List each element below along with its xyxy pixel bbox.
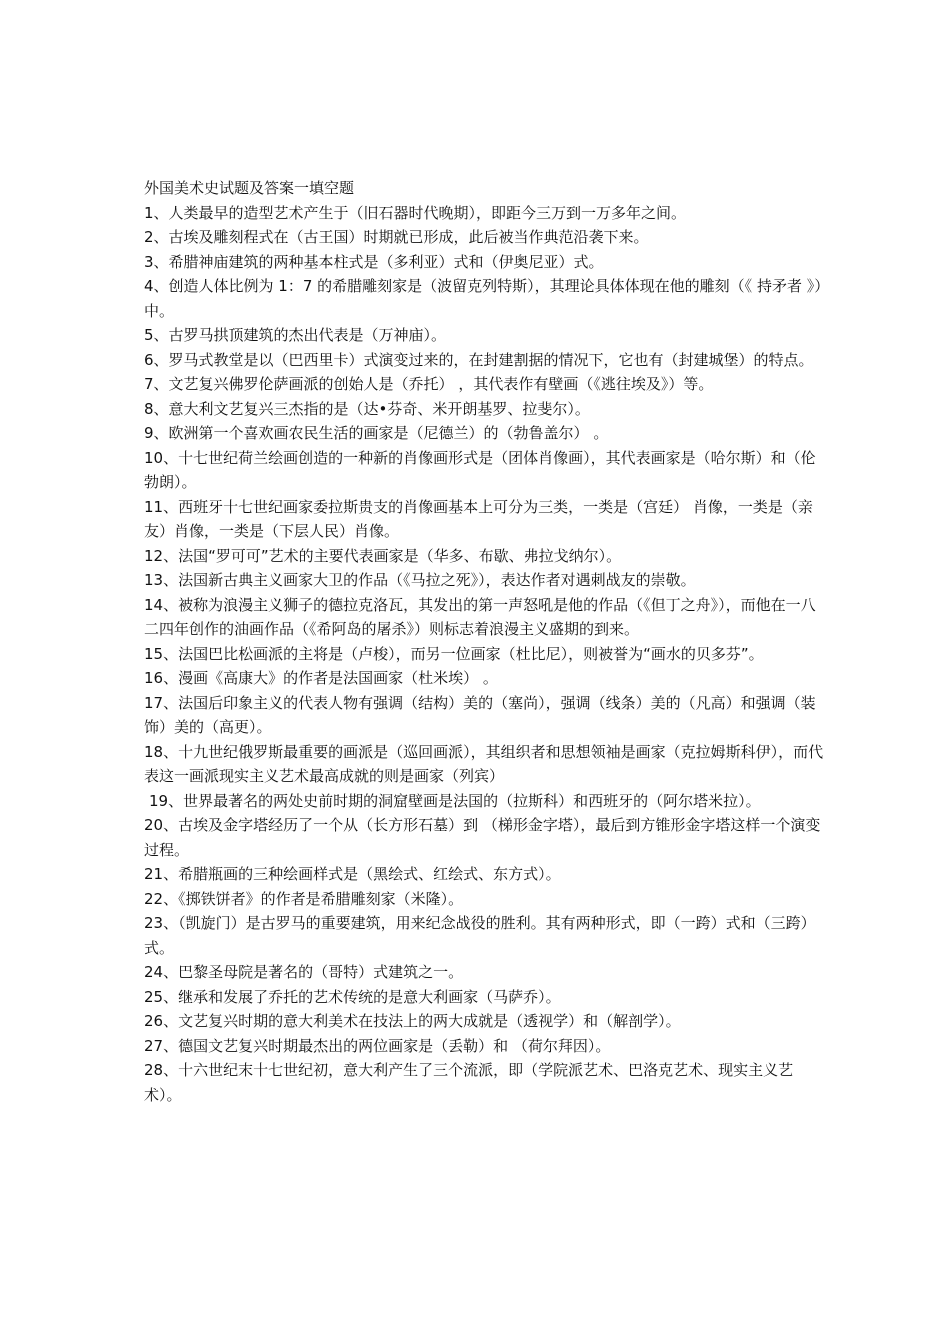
- question-item-28: 28、十六世纪末十七世纪初，意大利产生了三个流派，即（学院派艺术、巴洛克艺术、现实主义艺术）。: [144, 1061, 794, 1104]
- question-item-18: 18、十九世纪俄罗斯最重要的画派是（巡回画派），其组织者和思想领袖是画家（克拉姆斯科伊），而代表这一画派现实主义艺术最高成就的则是画家（列宾）: [144, 742, 824, 785]
- question-item-6: 6、罗马式教堂是以（巴西里卡）式演变过来的，在封建割据的情况下，它也有（封建城堡）的特点。: [144, 350, 814, 369]
- question-item-9: 9、欧洲第一个喜欢画农民生活的画家是（尼德兰）的（勃鲁盖尔） 。: [144, 424, 609, 442]
- question-item-11: 11、西班牙十七世纪画家委拉斯贵支的肖像画基本上可分为三类，一类是（宫廷） 肖像，一类是（亲友）肖像，一类是（下层人民）肖像。: [144, 497, 813, 540]
- question-item-3: 3、希腊神庙建筑的两种基本柱式是（多利亚）式和（伊奥尼亚）式。: [144, 252, 604, 271]
- question-item-8: 8、意大利文艺复兴三杰指的是（达•芬奇、米开朗基罗、拉斐尔）。: [144, 399, 590, 418]
- question-item-15: 15、法国巴比松画派的主将是（卢梭），而另一位画家（杜比尼），则被誉为“画水的贝多芬”。: [144, 644, 764, 663]
- question-item-5: 5、古罗马拱顶建筑的杰出代表是（万神庙）。: [144, 326, 447, 344]
- question-item-10: 10、十七世纪荷兰绘画创造的一种新的肖像画形式是（团体肖像画），其代表画家是（哈尔斯）和（伦勃朗）。: [144, 448, 816, 491]
- question-item-20: 20、古埃及金字塔经历了一个从（长方形石墓）到 （梯形金字塔），最后到方锥形金字塔这样一个演变过程。: [144, 816, 821, 859]
- question-item-26: 26、文艺复兴时期的意大利美术在技法上的两大成就是（透视学）和（解剖学）。: [144, 1012, 681, 1030]
- question-item-16: 16、漫画《高康大》的作者是法国画家（杜米埃） 。: [144, 669, 498, 687]
- document-page: [144, 176, 824, 1107]
- question-item-19: 19、世界最著名的两处史前时期的洞窟壁画是法国的（拉斯科）和西班牙的（阿尔塔米拉）。: [149, 791, 761, 810]
- document-title: 外国美术史试题及答案一填空题: [144, 179, 355, 197]
- question-item-23: 23、（凯旋门）是古罗马的重要建筑，用来纪念战役的胜利。其有两种形式，即（一跨）式和（三跨）式。: [144, 914, 816, 957]
- question-item-21: 21、希腊瓶画的三种绘画样式是（黑绘式、红绘式、东方式）。: [144, 865, 561, 883]
- question-item-1: 1、人类最早的造型艺术产生于（旧石器时代晚期），即距今三万到一万多年之间。: [144, 203, 687, 222]
- question-item-17: 17、法国后印象主义的代表人物有强调（结构）美的（塞尚），强调（线条）美的（凡高）和强调（装饰）美的（高更）。: [144, 693, 816, 736]
- question-item-2: 2、古埃及雕刻程式在（古王国）时期就已形成，此后被当作典范沿袭下来。: [144, 228, 649, 246]
- question-item-27: 27、德国文艺复兴时期最杰出的两位画家是（丢勒）和 （荷尔拜因）。: [144, 1036, 611, 1055]
- question-item-22: 22、《掷铁饼者》的作者是希腊雕刻家（米隆）。: [144, 889, 464, 908]
- question-item-4: 4、创造人体比例为 1：7 的希腊雕刻家是（波留克列特斯），其理论具体体现在他的雕刻（《 持矛者 》）中。: [144, 277, 822, 320]
- question-item-14: 14、被称为浪漫主义狮子的德拉克洛瓦，其发出的第一声怒吼是他的作品（《但丁之舟》），而他在一八二四年创作的油画作品（《希阿岛的屠杀》）则标志着浪漫主义盛期的到来。: [144, 595, 816, 638]
- question-item-25: 25、继承和发展了乔托的艺术传统的是意大利画家（马萨乔）。: [144, 987, 561, 1006]
- question-item-12: 12、法国“罗可可”艺术的主要代表画家是（华多、布歇、弗拉戈纳尔）。: [144, 546, 622, 565]
- question-item-7: 7、文艺复兴佛罗伦萨画派的创始人是（乔托） ，其代表作有壁画（《逃往埃及》）等。: [144, 375, 714, 393]
- question-item-13: 13、法国新古典主义画家大卫的作品（《马拉之死》），表达作者对遇刺战友的崇敬。: [144, 571, 696, 589]
- question-item-24: 24、巴黎圣母院是著名的（哥特）式建筑之一。: [144, 963, 464, 981]
